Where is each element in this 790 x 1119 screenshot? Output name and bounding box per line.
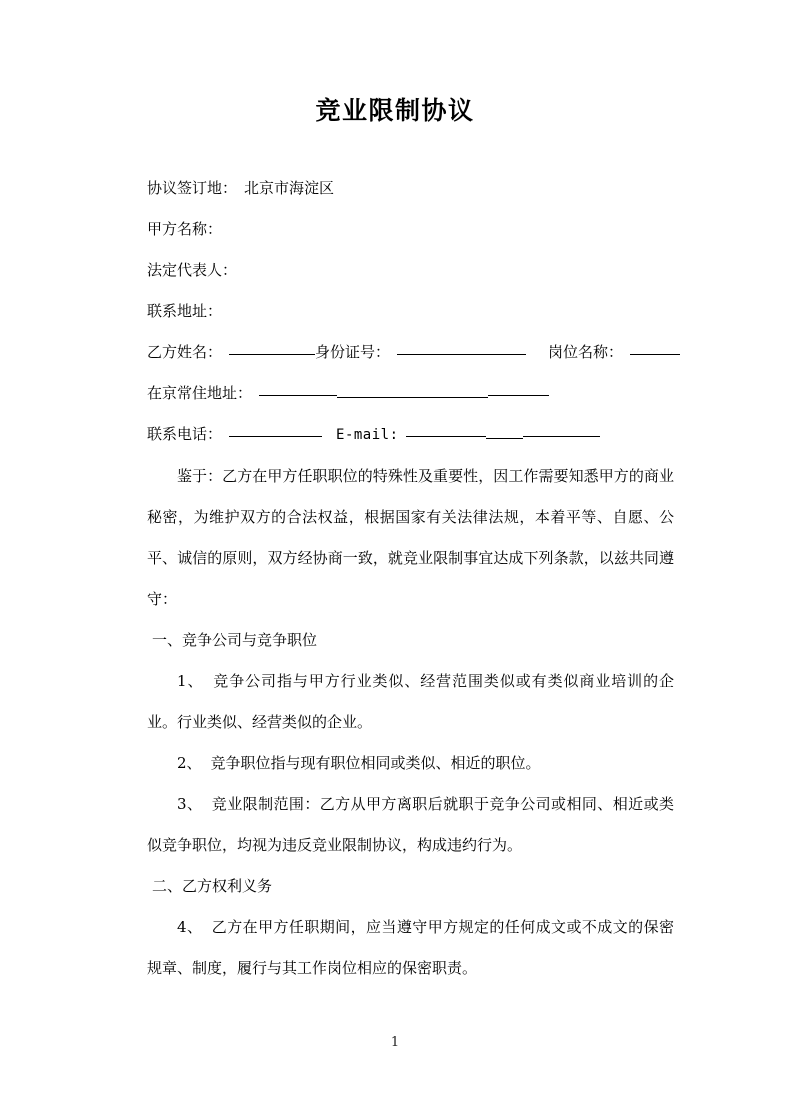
clause-1-text: 竞争公司指与甲方行业类似、经营范围类似或有类似商业培训的企业。行业类似、经营类似的企业。 (147, 672, 674, 731)
clause-3-text: 竞业限制范围：乙方从甲方离职后就职于竞争公司或相同、相近或类似竞争职位，均视为违反竞业限制协议，构成违约行为。 (147, 795, 674, 854)
field-beijing-residence (147, 373, 674, 414)
party-b-name-blank[interactable] (229, 342, 315, 355)
id-number-blank[interactable] (397, 342, 526, 355)
beijing-residence-blank-3[interactable] (488, 383, 549, 396)
field-contact-address-label: 联系地址： (147, 302, 223, 320)
field-signing-place-label: 协议签订地： (147, 179, 238, 197)
contact-phone-blank[interactable] (229, 424, 322, 437)
field-signing-place-value: 北京市海淀区 (244, 179, 335, 197)
field-position-name-label: 岗位名称： (548, 343, 624, 361)
field-legal-representative-label: 法定代表人： (147, 261, 238, 279)
clause-4-number: 4、 (177, 918, 203, 936)
section-heading-1: 一、竞争公司与竞争职位 (152, 631, 318, 649)
email-blank-1[interactable] (406, 424, 486, 437)
field-party-a-name-label: 甲方名称： (147, 220, 223, 238)
field-email-label: E-mail: (336, 427, 399, 443)
field-beijing-residence-label: 在京常住地址： (147, 384, 253, 402)
beijing-residence-blank-1[interactable] (259, 383, 337, 396)
section-heading-2: 二、乙方权利义务 (152, 877, 273, 895)
email-blank-3[interactable] (523, 424, 600, 437)
document-body (147, 168, 674, 989)
preamble-paragraph: 鉴于：乙方在甲方任职职位的特殊性及重要性，因工作需要知悉甲方的商业秘密，为维护双方的合法权益，根据国家有关法律法规，本着平等、自愿、公平、诚信的原则，双方经协商一致，就竞业限制事宜达成下列条款，以兹共同遵守： (147, 467, 674, 608)
field-contact-phone-label: 联系电话： (147, 425, 223, 443)
field-party-a-name (147, 209, 674, 250)
field-party-b-name-label: 乙方姓名： (147, 343, 223, 361)
field-contact-row (147, 414, 674, 456)
field-legal-representative (147, 250, 674, 291)
email-blank-2[interactable] (486, 426, 523, 439)
clause-3 (147, 784, 674, 866)
clause-2 (147, 743, 674, 784)
field-id-number-label: 身份证号： (315, 343, 391, 361)
clause-4-text: 乙方在甲方任职期间，应当遵守甲方规定的任何成文或不成文的保密规章、制度，履行与其工作岗位相应的保密职责。 (147, 918, 674, 977)
page-title: 竞业限制协议 (315, 96, 475, 125)
clause-4 (147, 907, 674, 989)
beijing-residence-blank-2[interactable] (337, 385, 488, 398)
clause-2-number: 2、 (177, 754, 202, 772)
page-number: 1 (390, 1035, 400, 1050)
field-contact-address (147, 291, 674, 332)
position-name-blank[interactable] (630, 342, 680, 355)
clause-2-text: 竞争职位指与现有职位相同或类似、相近的职位。 (210, 754, 541, 772)
clause-1-number: 1、 (177, 672, 204, 690)
clause-1 (147, 661, 674, 743)
clause-3-number: 3、 (177, 795, 203, 813)
field-signing-place (147, 168, 674, 209)
field-party-b-row (147, 332, 674, 373)
